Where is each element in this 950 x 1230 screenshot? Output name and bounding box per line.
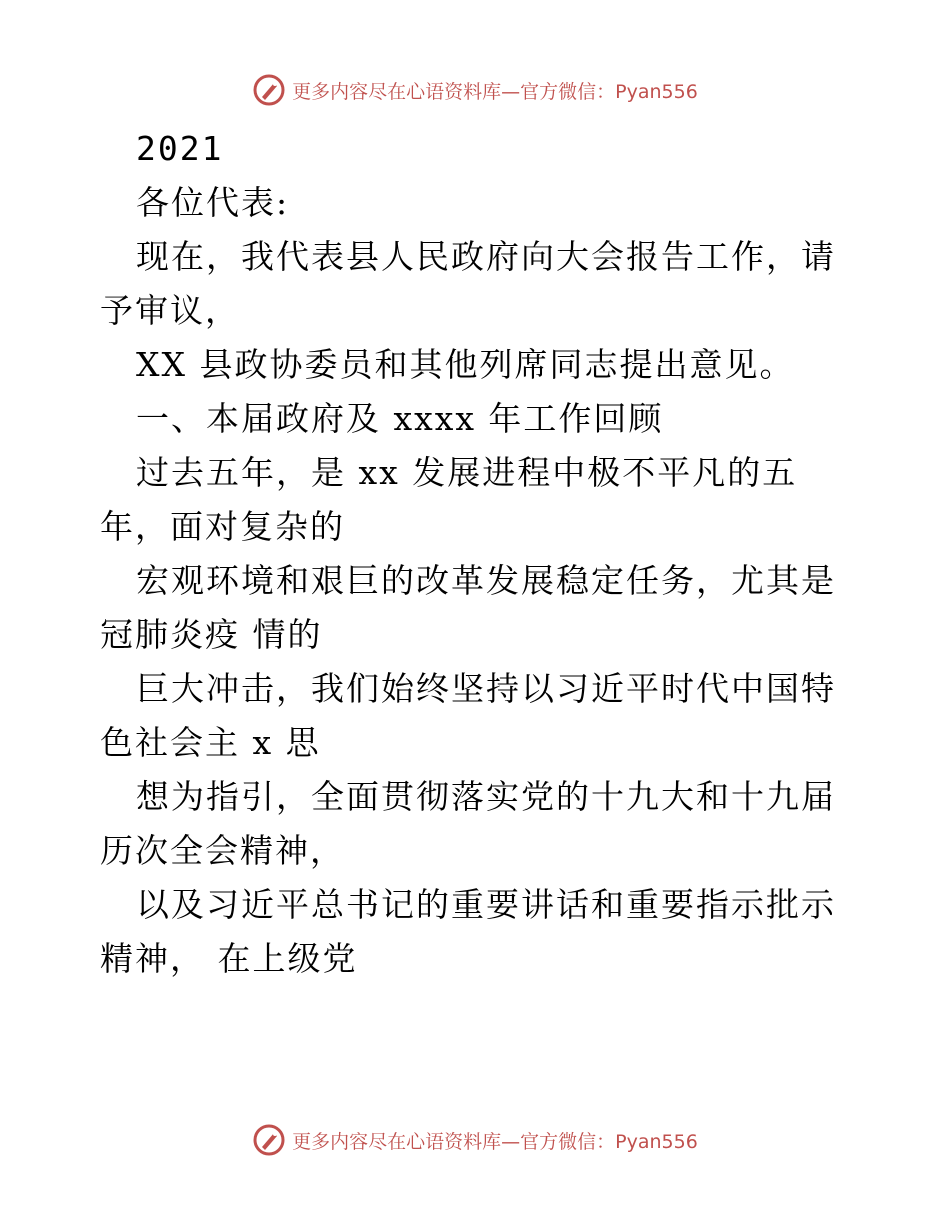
paragraph: 巨大冲击，我们始终坚持以习近平时代中国特色社会主 x 思 bbox=[100, 669, 836, 762]
pen-nib-circle-icon bbox=[252, 73, 286, 107]
footer-watermark bbox=[0, 1120, 950, 1160]
paragraph-salutation: 各位代表: bbox=[136, 183, 290, 222]
paragraph: 以及习近平总书记的重要讲话和重要指示批示精神， 在上级党 bbox=[100, 885, 836, 978]
document-body bbox=[100, 122, 852, 986]
paragraph: 想为指引，全面贯彻落实党的十九大和十九届历次全会精神， bbox=[100, 777, 836, 870]
section-heading: 一、本届政府及 xxxx 年工作回顾 bbox=[136, 399, 664, 438]
pen-nib-circle-icon bbox=[252, 1123, 286, 1157]
paragraph-year: 2021 bbox=[136, 129, 224, 168]
paragraph: 宏观环境和艰巨的改革发展稳定任务，尤其是冠肺炎疫 情的 bbox=[100, 561, 836, 654]
watermark-text: 更多内容尽在心语资料库—官方微信：Pyan556 bbox=[292, 1130, 698, 1153]
paragraph: 现在，我代表县人民政府向大会报告工作，请予审议， bbox=[100, 237, 836, 330]
paragraph: XX 县政协委员和其他列席同志提出意见。 bbox=[136, 345, 795, 384]
watermark-text: 更多内容尽在心语资料库—官方微信：Pyan556 bbox=[292, 80, 698, 103]
header-watermark bbox=[0, 70, 950, 110]
paragraph: 过去五年，是 xx 发展进程中极不平凡的五年，面对复杂的 bbox=[100, 453, 798, 546]
